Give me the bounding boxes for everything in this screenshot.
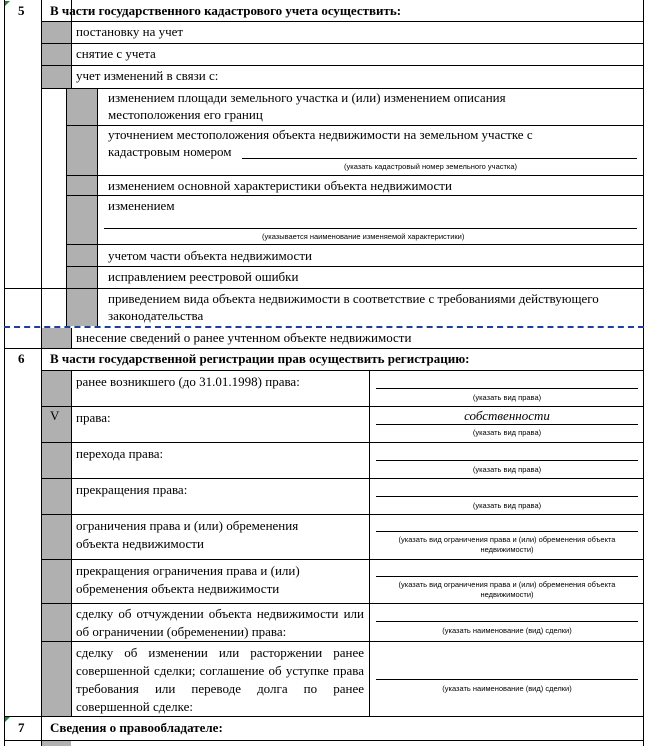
sub-type-line1: приведением вида объекта недвижимости в соответствие с требованиями действующего bbox=[108, 291, 599, 306]
checkbox-right-previous[interactable] bbox=[42, 371, 71, 406]
checkbox-alienation-deal[interactable] bbox=[42, 604, 71, 641]
row-note-4: (указать вид ограничения права и (или) обременения объекта недвижимости) bbox=[398, 535, 616, 554]
right-type-value[interactable]: собственности bbox=[464, 408, 550, 423]
sub-type-line2: законодательства bbox=[108, 308, 204, 323]
row-note-3: (указать вид права) bbox=[472, 501, 542, 510]
right-type-field-3[interactable] bbox=[376, 496, 638, 497]
right-type-field-0[interactable] bbox=[376, 388, 638, 389]
sub-area-line1: изменением площади земельного участка и (или) изменением описания bbox=[108, 90, 506, 105]
deal-type-field-6[interactable] bbox=[376, 621, 638, 622]
sub-location-line1: уточнением местоположения объекта недвижимости на земельном участке с bbox=[108, 127, 533, 142]
change-note: (указывается наименование изменяемой характеристики) bbox=[262, 232, 465, 241]
checkbox-error[interactable] bbox=[67, 267, 97, 288]
row-note-6: (указать наименование (вид) сделки) bbox=[442, 626, 572, 635]
corner-marker bbox=[5, 1, 10, 6]
row-label-alienation-deal: сделку об отчуждении объекта недвижимости или об ограничении (обременении) права: bbox=[76, 606, 364, 639]
sub-area-line2: местоположения его границ bbox=[108, 107, 263, 122]
section-number-6: 6 bbox=[18, 351, 25, 366]
location-note: (указать кадастровый номер земельного участка) bbox=[344, 162, 518, 171]
row-label-transfer: перехода права: bbox=[76, 446, 164, 461]
option-changes: учет изменений в связи с: bbox=[76, 68, 219, 83]
border-left bbox=[4, 0, 5, 746]
checkbox-changes[interactable] bbox=[42, 66, 71, 88]
checkbox-object-type[interactable] bbox=[67, 289, 97, 326]
row-label-previous-right: ранее возникшего (до 31.01.1998) права: bbox=[76, 374, 300, 389]
row-note-1: (указать вид права) bbox=[472, 428, 542, 437]
right-type-field-2[interactable] bbox=[376, 460, 638, 461]
checkbox-area-change[interactable] bbox=[67, 89, 97, 125]
option-removal: снятие с учета bbox=[76, 46, 156, 61]
section-number-7: 7 bbox=[18, 720, 25, 735]
dashed-separator bbox=[4, 326, 644, 328]
checkbox-part[interactable] bbox=[67, 245, 97, 266]
row-label-restriction-termination: прекращения ограничения права и (или) обременения объекта недвижимости bbox=[76, 563, 300, 596]
border-right bbox=[643, 0, 644, 746]
row-note-2: (указать вид права) bbox=[472, 465, 542, 474]
checkbox-holder[interactable] bbox=[42, 741, 71, 746]
corner-marker-7 bbox=[5, 717, 10, 722]
checkbox-transfer[interactable] bbox=[42, 443, 71, 478]
checkbox-previous[interactable] bbox=[42, 328, 71, 348]
checkbox-location[interactable] bbox=[67, 126, 97, 175]
sub-main-char: изменением основной характеристики объекта недвижимости bbox=[108, 178, 452, 193]
row-note-7: (указать наименование (вид) сделки) bbox=[442, 684, 572, 693]
sub-error: исправлением реестровой ошибки bbox=[108, 269, 299, 284]
right-type-field-4[interactable] bbox=[376, 531, 638, 532]
checkmark: V bbox=[50, 408, 60, 423]
option-registration: постановку на учет bbox=[76, 24, 184, 39]
section7-heading: Сведения о правообладателе: bbox=[50, 720, 223, 735]
sub-location-line2: кадастровым номером bbox=[108, 144, 232, 159]
row-note-0: (указать вид права) bbox=[472, 393, 542, 402]
section5-heading: В части государственного кадастрового учета осуществить: bbox=[50, 3, 402, 18]
characteristic-field[interactable] bbox=[104, 228, 637, 229]
checkbox-removal[interactable] bbox=[42, 44, 71, 65]
sub-change: изменением bbox=[108, 198, 175, 213]
right-type-field-1 bbox=[376, 424, 638, 425]
checkbox-change-deal[interactable] bbox=[42, 642, 71, 716]
section6-heading: В части государственной регистрации прав осуществить регистрацию: bbox=[50, 351, 470, 366]
right-type-field-5[interactable] bbox=[376, 576, 638, 577]
application-form bbox=[4, 0, 644, 746]
checkbox-termination[interactable] bbox=[42, 479, 71, 514]
row-label-change-deal: сделку об изменении или расторжении ранее совершенной сделки; соглашение об уступке права требования или переводе долга по ранее совершенной сделке: bbox=[76, 645, 364, 714]
deal-type-field-7[interactable] bbox=[376, 679, 638, 680]
row-label-restriction: ограничения права и (или) обременения объекта недвижимости bbox=[76, 518, 299, 551]
cadastral-number-field[interactable] bbox=[242, 158, 637, 159]
checkbox-restriction[interactable] bbox=[42, 515, 71, 559]
row-note-5: (указать вид ограничения права и (или) обременения объекта недвижимости) bbox=[398, 580, 616, 599]
checkbox-registration[interactable] bbox=[42, 22, 71, 43]
row-label-right: права: bbox=[76, 410, 111, 425]
sub-part: учетом части объекта недвижимости bbox=[108, 248, 312, 263]
checkbox-main-char[interactable] bbox=[67, 176, 97, 195]
checkbox-change[interactable] bbox=[67, 196, 97, 244]
checkbox-restriction-termination[interactable] bbox=[42, 560, 71, 603]
section-number-5: 5 bbox=[18, 3, 25, 18]
row-label-termination: прекращения права: bbox=[76, 482, 188, 497]
option-previous: внесение сведений о ранее учтенном объекте недвижимости bbox=[76, 330, 412, 345]
